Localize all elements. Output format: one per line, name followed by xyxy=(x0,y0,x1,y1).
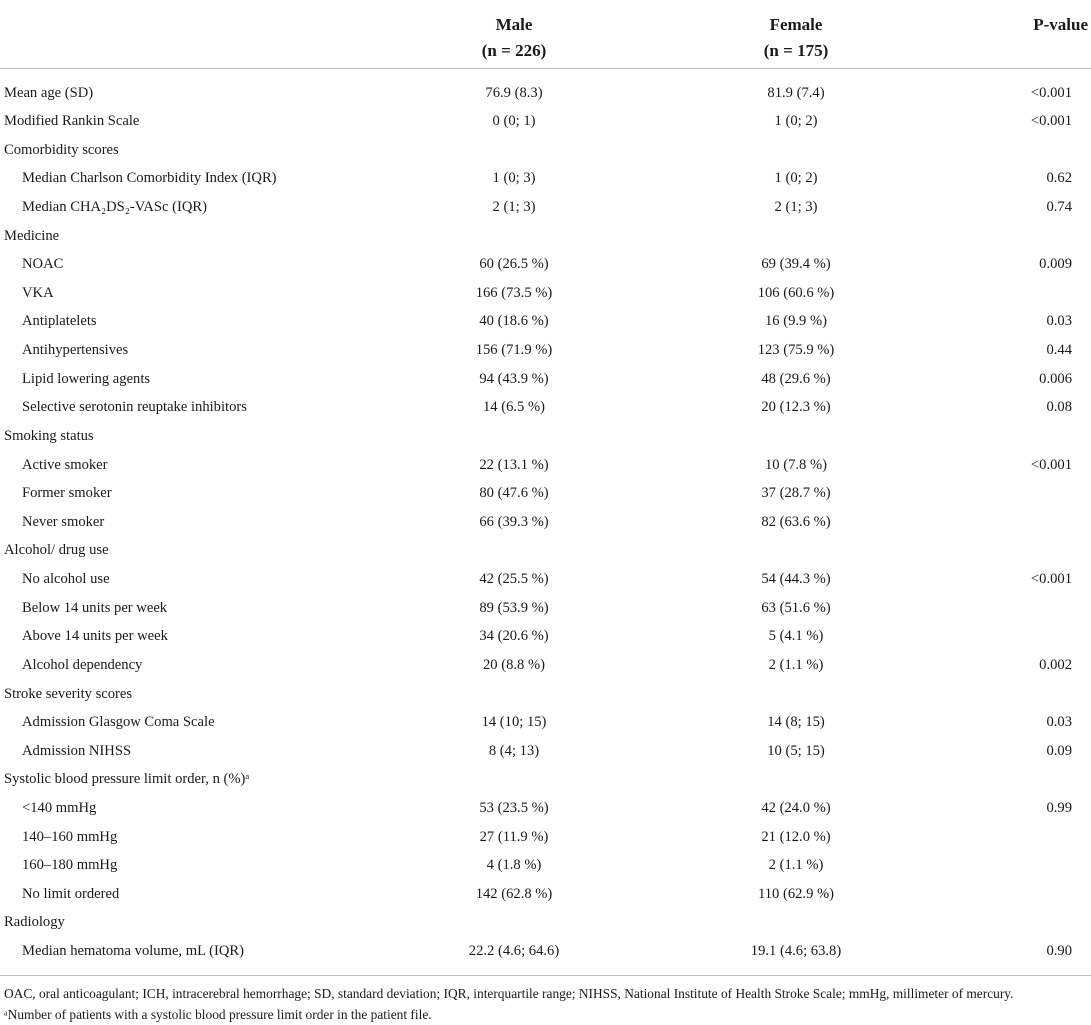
pvalue-header-label: P-value xyxy=(1033,15,1088,34)
p-value: 0.08 xyxy=(1046,399,1072,416)
female-value: 2 (1; 3) xyxy=(774,198,818,215)
male-value: 94 (43.9 %) xyxy=(479,370,549,387)
row-label: Alcohol dependency xyxy=(22,656,143,673)
male-header-n: (n = 226) xyxy=(481,41,547,60)
male-value: 142 (62.8 %) xyxy=(475,885,553,902)
table-row xyxy=(0,908,1091,937)
row-label: Never smoker xyxy=(22,513,105,530)
table-row xyxy=(0,222,1091,251)
table-row xyxy=(0,794,1091,823)
p-value: 0.44 xyxy=(1046,342,1072,359)
female-value: 21 (12.0 %) xyxy=(761,828,831,845)
table-row xyxy=(0,765,1091,794)
p-value: 0.03 xyxy=(1046,714,1072,731)
table-row xyxy=(0,336,1091,365)
row-label: VKA xyxy=(22,284,54,301)
row-label: Radiology xyxy=(4,914,65,931)
male-value: 53 (23.5 %) xyxy=(479,800,549,816)
p-value: <0.001 xyxy=(1030,571,1072,588)
female-value: 106 (60.6 %) xyxy=(757,284,835,301)
row-label: Former smoker xyxy=(22,485,112,502)
row-label: Antihypertensives xyxy=(22,342,129,359)
row-label: Medicine xyxy=(4,227,60,244)
p-value: 0.62 xyxy=(1046,170,1072,187)
male-value: 80 (47.6 %) xyxy=(479,485,549,502)
female-value: 48 (29.6 %) xyxy=(761,370,831,387)
male-value: 2 (1; 3) xyxy=(492,198,536,215)
female-value: 82 (63.6 %) xyxy=(761,513,831,530)
row-label: 140–160 mmHg xyxy=(22,828,118,845)
table-row xyxy=(0,136,1091,165)
row-label: Antiplatelets xyxy=(22,313,97,330)
table-row xyxy=(0,680,1091,709)
male-value: 20 (8.8 %) xyxy=(482,656,545,673)
female-value: 16 (9.9 %) xyxy=(764,313,827,330)
female-column-header xyxy=(686,12,906,64)
female-value: 123 (75.9 %) xyxy=(757,342,835,359)
row-label: Above 14 units per week xyxy=(22,628,168,645)
table-row xyxy=(0,393,1091,422)
female-value: 63 (51.6 %) xyxy=(761,599,831,616)
row-label: Lipid lowering agents xyxy=(22,370,151,387)
female-header-n: (n = 175) xyxy=(763,41,829,60)
table-row xyxy=(0,164,1091,193)
male-value: 22.2 (4.6; 64.6) xyxy=(468,943,560,960)
pvalue-column-header xyxy=(978,12,1088,38)
footnotes xyxy=(4,983,1087,1025)
row-label: Admission Glasgow Coma Scale xyxy=(22,714,215,731)
male-value: 156 (71.9 %) xyxy=(475,342,553,359)
table-row xyxy=(0,107,1091,136)
table-row xyxy=(0,279,1091,308)
male-value: 4 (1.8 %) xyxy=(486,857,542,874)
table-row xyxy=(0,79,1091,108)
row-label: Selective serotonin reuptake inhibitors xyxy=(22,399,247,416)
row-label: NOAC xyxy=(22,256,64,273)
female-value: 1 (0; 2) xyxy=(774,113,818,130)
male-value: 1 (0; 3) xyxy=(492,170,536,187)
table-row xyxy=(0,307,1091,336)
abbreviations-footnote: OAC, oral anticoagulant; ICH, intracerebral hemorrhage; SD, standard deviation; IQR, interquartile range; NIHSS, National Institute of Health Stroke Scale; mmHg, millimeter of mercury. xyxy=(4,986,1014,1001)
row-label: Mean age (SD) xyxy=(4,84,94,101)
p-value: <0.001 xyxy=(1030,456,1072,473)
row-label: <140 mmHg xyxy=(22,800,97,816)
female-value: 2 (1.1 %) xyxy=(768,656,824,673)
row-label: Below 14 units per week xyxy=(22,599,168,616)
table-row xyxy=(0,594,1091,623)
table-row xyxy=(0,823,1091,852)
male-header-label: Male xyxy=(495,15,533,34)
female-value: 5 (4.1 %) xyxy=(768,628,824,645)
male-value: 34 (20.6 %) xyxy=(479,628,549,645)
p-value: 0.03 xyxy=(1046,313,1072,330)
table-row xyxy=(0,622,1091,651)
female-header-label: Female xyxy=(769,15,823,34)
p-value: 0.009 xyxy=(1039,256,1072,273)
male-value: 76.9 (8.3) xyxy=(485,84,543,101)
female-value: 42 (24.0 %) xyxy=(761,800,831,816)
row-label: Systolic blood pressure limit order, n (%)ᵃ xyxy=(4,771,250,788)
p-value: <0.001 xyxy=(1030,84,1072,101)
row-label: No limit ordered xyxy=(22,885,120,902)
female-value: 14 (8; 15) xyxy=(767,714,825,731)
superscript-a-footnote: ᵃNumber of patients with a systolic blood pressure limit order in the patient file. xyxy=(4,1007,432,1022)
female-value: 19.1 (4.6; 63.8) xyxy=(750,943,842,960)
table-bottom-divider xyxy=(0,975,1091,976)
row-label: Comorbidity scores xyxy=(4,141,119,158)
row-label: Median hematoma volume, mL (IQR) xyxy=(22,943,244,960)
table-row xyxy=(0,422,1091,451)
p-value: 0.006 xyxy=(1039,370,1072,387)
row-label: Smoking status xyxy=(4,427,94,444)
male-column-header xyxy=(404,12,624,64)
female-value: 81.9 (7.4) xyxy=(767,84,825,101)
table-row xyxy=(0,651,1091,680)
table-row xyxy=(0,937,1091,966)
table-row xyxy=(0,565,1091,594)
female-value: 69 (39.4 %) xyxy=(761,256,831,273)
row-label: Admission NIHSS xyxy=(22,742,132,759)
male-value: 22 (13.1 %) xyxy=(479,456,549,473)
table-row xyxy=(0,479,1091,508)
female-value: 54 (44.3 %) xyxy=(761,571,831,588)
p-value: 0.74 xyxy=(1046,198,1072,215)
female-value: 10 (7.8 %) xyxy=(764,456,827,473)
male-value: 0 (0; 1) xyxy=(492,113,536,130)
table-row xyxy=(0,250,1091,279)
male-value: 27 (11.9 %) xyxy=(479,828,549,845)
female-value: 1 (0; 2) xyxy=(774,170,818,187)
table-row xyxy=(0,851,1091,880)
row-label: Active smoker xyxy=(22,456,108,473)
table-header xyxy=(0,0,1091,68)
female-value: 2 (1.1 %) xyxy=(768,857,824,874)
male-value: 166 (73.5 %) xyxy=(475,284,553,301)
female-value: 37 (28.7 %) xyxy=(761,485,831,502)
row-label: No alcohol use xyxy=(22,571,110,588)
female-value: 110 (62.9 %) xyxy=(757,885,835,902)
table-row xyxy=(0,193,1091,222)
table-row xyxy=(0,708,1091,737)
p-value: 0.99 xyxy=(1046,800,1072,816)
p-value: 0.09 xyxy=(1046,742,1072,759)
header-divider xyxy=(0,68,1091,69)
row-label: Median CHA₂DS₂-VASc (IQR) xyxy=(22,198,208,215)
table-row xyxy=(0,365,1091,394)
female-value: 20 (12.3 %) xyxy=(761,399,831,416)
table-row xyxy=(0,737,1091,766)
male-value: 14 (10; 15) xyxy=(481,714,547,731)
table-row xyxy=(0,536,1091,565)
p-value: 0.002 xyxy=(1039,656,1072,673)
male-value: 8 (4; 13) xyxy=(488,742,540,759)
male-value: 66 (39.3 %) xyxy=(479,513,549,530)
row-label: 160–180 mmHg xyxy=(22,857,118,874)
table-row xyxy=(0,508,1091,537)
row-label: Alcohol/ drug use xyxy=(4,542,109,559)
female-value: 10 (5; 15) xyxy=(767,742,825,759)
male-value: 14 (6.5 %) xyxy=(482,399,545,416)
male-value: 89 (53.9 %) xyxy=(479,599,549,616)
row-label: Modified Rankin Scale xyxy=(4,113,140,130)
row-label: Stroke severity scores xyxy=(4,685,133,702)
row-label: Median Charlson Comorbidity Index (IQR) xyxy=(22,170,277,187)
table-row xyxy=(0,451,1091,480)
male-value: 40 (18.6 %) xyxy=(479,313,549,330)
male-value: 42 (25.5 %) xyxy=(479,571,549,588)
p-value: <0.001 xyxy=(1030,113,1072,130)
table-row xyxy=(0,880,1091,909)
p-value: 0.90 xyxy=(1046,943,1072,960)
male-value: 60 (26.5 %) xyxy=(479,256,549,273)
